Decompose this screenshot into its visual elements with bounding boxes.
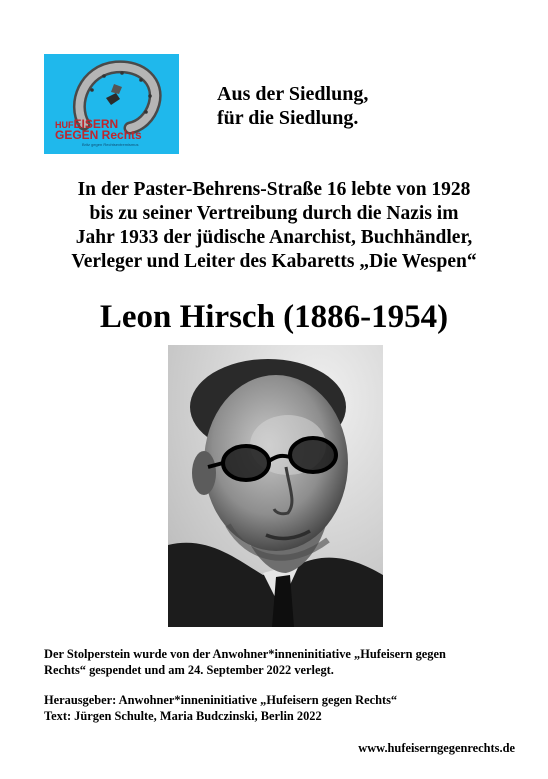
intro-text bbox=[20, 178, 528, 274]
logo-text-hufeisern: HUFEISERN bbox=[55, 117, 119, 131]
hufeisern-logo bbox=[44, 54, 179, 154]
stolperstein-caption bbox=[44, 646, 514, 678]
credits-line: Text: Jürgen Schulte, Maria Budczinski, Berlin 2022 bbox=[44, 709, 322, 723]
slogan bbox=[217, 82, 368, 130]
website-url: www.hufeiserngegenrechts.de bbox=[358, 741, 515, 755]
portrait-photo bbox=[168, 345, 383, 627]
logo-text-gegen-rechts: GEGEN Rechts bbox=[55, 128, 142, 142]
page-title: Leon Hirsch (1886-1954) bbox=[99, 299, 449, 335]
publisher-credits bbox=[44, 692, 514, 724]
caption-line: Rechts“ gespendet und am 24. September 2022 verlegt. bbox=[44, 663, 334, 677]
slogan-line: für die Siedlung. bbox=[217, 107, 359, 129]
intro-line: bis zu seiner Vertreibung durch die Nazis im bbox=[89, 203, 459, 224]
intro-line: In der Paster-Behrens-Straße 16 lebte von 1928 bbox=[77, 179, 471, 200]
slogan-line: Aus der Siedlung, bbox=[217, 83, 369, 105]
publisher-line: Herausgeber: Anwohner*inneninitiative „Hufeisern gegen Rechts“ bbox=[44, 693, 398, 707]
intro-line: Jahr 1933 der jüdische Anarchist, Buchhändler, bbox=[75, 227, 473, 248]
caption-line: Der Stolperstein wurde von der Anwohner*inneninitiative „Hufeisern gegen bbox=[44, 647, 446, 661]
logo-tagline: Britz gegen Rechtsextremismus bbox=[82, 142, 139, 147]
intro-line: Verleger und Leiter des Kabaretts „Die Wespen“ bbox=[71, 251, 477, 272]
